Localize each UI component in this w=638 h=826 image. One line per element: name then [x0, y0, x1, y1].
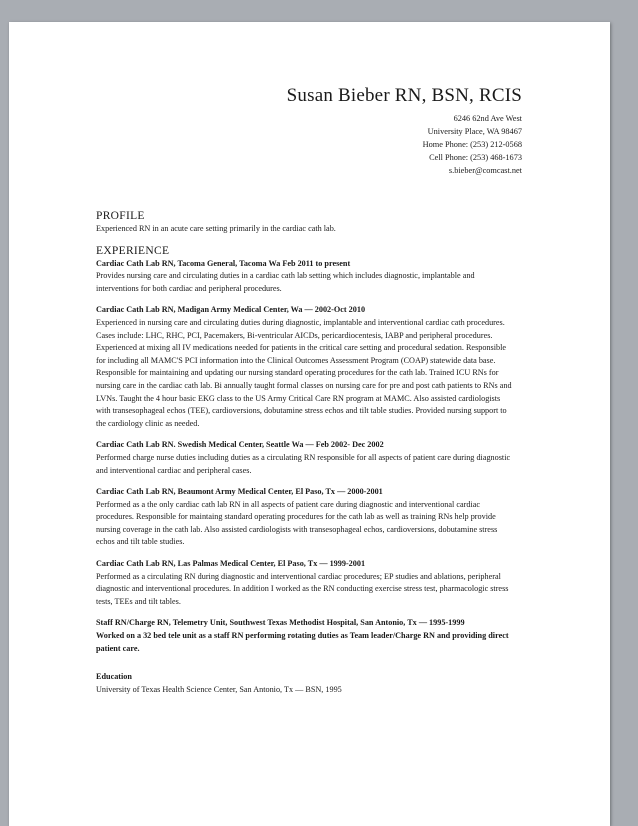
job-description: Provides nursing care and circulating duties in a cardiac cath lab setting which includes diagnostic, implantable and interventions for both cardiac and peripheral procedures.	[96, 271, 475, 293]
profile-heading: PROFILE	[96, 210, 145, 222]
job-description: Experienced in nursing care and circulating duties during diagnostic, implantable and interventional cardiac cath procedures. Cases include: LHC, RHC, PCI, Pacemakers, Bi-ventricular AICDs, pericardiocentesis, IABP and peripheral procedures. Experienced at mixing all IV medications needed for patients in the critical care setting and procedural sedation. Responsible for including all MAMC'S PCI information into the Clinical Outcomes Assessment Program (COAP) statewide data base. Responsible for maintaining and updating our nursing standard operating procedures for the cath lab. Trained ICU RNs for nursing care in the cardiac cath lab. Bi annually taught formal classes on nursing care for pre and post cath patients to RNs and LVNs. Taught the 4 hour basic EKG class to the US Army Critical Care RN program at MAMC. Also assisted cardiologists with transesophageal echos (TEE), cardioversions, dobutamine stress echos and tilt table studies. Provided nursing support to the cardiology clinic as needed.	[96, 317, 512, 428]
job-entry	[96, 304, 514, 430]
education-heading: Education	[96, 672, 132, 682]
job-description: Performed charge nurse duties including duties as a circulating RN responsible for all aspects of patient care during diagnostic and interventional cardiac and peripheral cases.	[96, 452, 511, 475]
job-title: Staff RN/Charge RN, Telemetry Unit, Southwest Texas Methodist Hospital, San Antonio, Tx — 1995-1999	[96, 618, 465, 628]
resume-body	[96, 210, 514, 696]
job-entry	[96, 486, 514, 549]
job-entry	[96, 439, 514, 477]
job-entry	[96, 558, 514, 608]
job-entry	[96, 258, 514, 296]
experience-heading: EXPERIENCE	[96, 244, 170, 257]
candidate-name: Susan Bieber RN, BSN, RCIS	[286, 85, 522, 106]
job-entry	[96, 617, 514, 655]
job-title: Cardiac Cath Lab RN. Swedish Medical Center, Seattle Wa — Feb 2002- Dec 2002	[96, 440, 384, 450]
address-line-1: 6246 62nd Ave West	[453, 114, 522, 123]
job-description: Performed as a circulating RN during diagnostic and interventional cardiac procedures; EP studies and ablations, peripheral diagnostic and interventional procedures. In addition I worked as the RN conducting exercise stress test, pharmacologic stress tests, TEEs and tilt tables.	[96, 571, 509, 606]
job-description: Performed as a the only cardiac cath lab RN in all aspects of patient care during diagnostic and interventional cardiac procedures. Responsible for maintaing standard operating procedures for the cath lab as well as training RNs help provide nursing coverage in the cath lab. Also assisted cardiologists with transesophageal echos, cardioversions, dobutamine stress echos and tilt table studies.	[96, 499, 498, 547]
cell-phone: Cell Phone: (253) 468-1673	[429, 153, 522, 162]
job-title: Cardiac Cath Lab RN, Tacoma General, Tacoma Wa Feb 2011 to present	[96, 258, 351, 268]
job-title: Cardiac Cath Lab RN, Madigan Army Medical Center, Wa — 2002-Oct 2010	[96, 305, 366, 315]
job-title: Cardiac Cath Lab RN, Beaumont Army Medical Center, El Paso, Tx — 2000-2001	[96, 487, 383, 497]
job-title: Cardiac Cath Lab RN, Las Palmas Medical Center, El Paso, Tx — 1999-2001	[96, 559, 366, 569]
education-text: University of Texas Health Science Center, San Antonio, Tx — BSN, 1995	[96, 684, 342, 694]
home-phone: Home Phone: (253) 212-0568	[422, 140, 522, 149]
address-line-2: University Place, WA 98467	[427, 127, 522, 136]
profile-text: Experienced RN in an acute care setting primarily in the cardiac cath lab.	[96, 224, 336, 233]
resume-page	[9, 22, 610, 826]
email: s.bieber@comcast.net	[448, 166, 522, 175]
contact-header	[287, 85, 522, 177]
job-description: Worked on a 32 bed tele unit as a staff RN performing rotating duties as Team leader/Charge RN and providing direct patient care.	[96, 631, 509, 653]
